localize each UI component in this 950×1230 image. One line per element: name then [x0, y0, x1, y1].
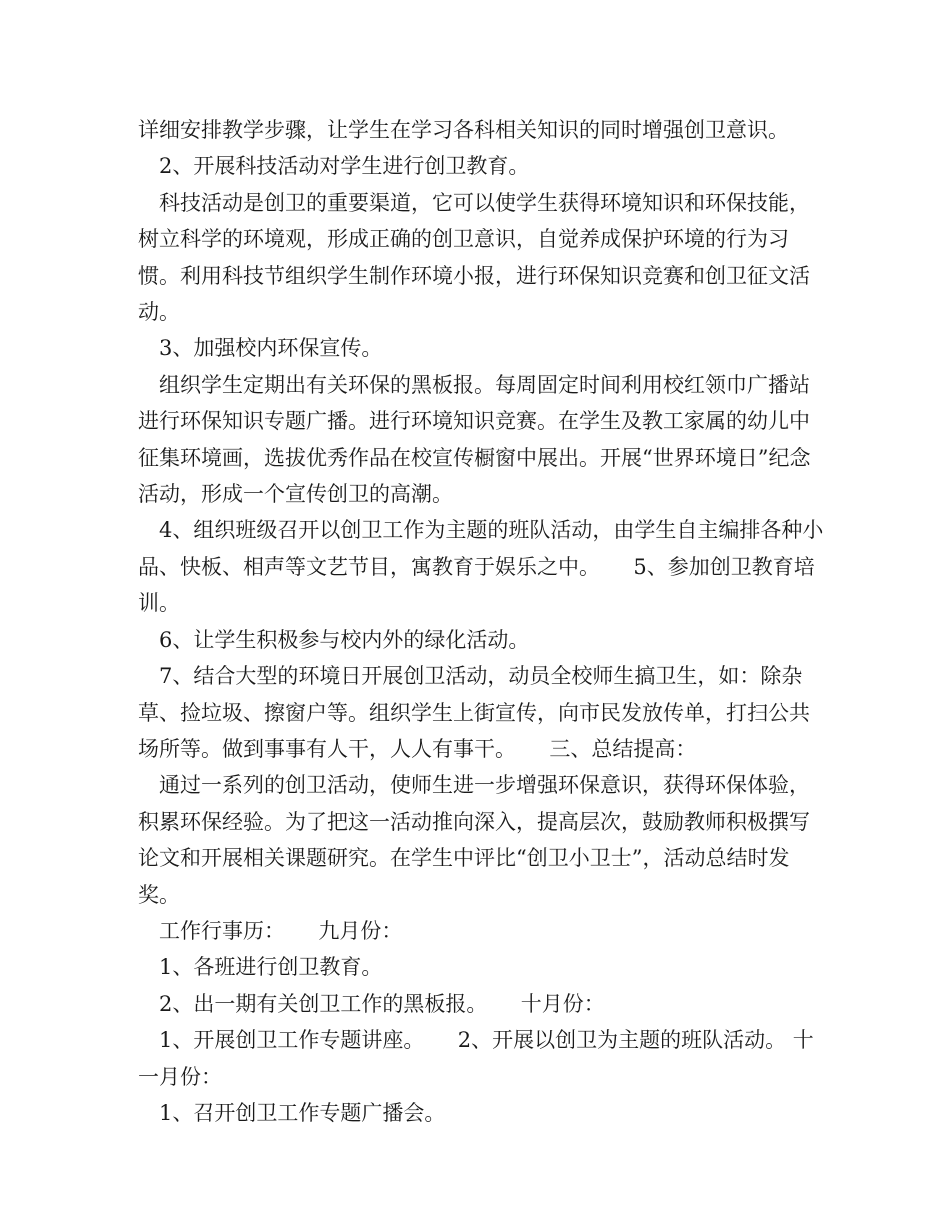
paragraph-publicity: 组织学生定期出有关环保的黑板报。每周固定时间利用校红领巾广播站进行环保知识专题广播。进行环境知识竞赛。在学生及教工家属的幼儿中征集环境画，选拔优秀作品在校宣传橱窗中展出。开展“世界环境日”纪念活动，形成一个宣传创卫的高潮。 — [138, 372, 811, 507]
paragraph-september-item-2: 2、出一期有关创卫工作的黑板报。 十月份： — [159, 991, 605, 1016]
document-body — [138, 112, 828, 1131]
paragraph-item-6: 6、让学生积极参与校内外的绿化活动。 — [159, 627, 530, 652]
paragraph-item-3-heading: 3、加强校内环保宣传。 — [159, 336, 383, 361]
paragraph-october-items: 1、开展创卫工作专题讲座。 2、开展以创卫为主题的班队活动。 十一月份： — [138, 1028, 814, 1089]
paragraph-summary: 通过一系列的创卫活动，使师生进一步增强环保意识，获得环保体验，积累环保经验。为了把这一活动推向深入，提高层次，鼓励教师积极撰写论文和开展相关课题研究。在学生中评比“创卫小卫士”，活动总结时发奖。 — [138, 773, 810, 907]
paragraph-continuation: 详细安排教学步骤，让学生在学习各科相关知识的同时增强创卫意识。 — [138, 118, 789, 142]
paragraph-item-7: 7、结合大型的环境日开展创卫活动，动员全校师生搞卫生，如：除杂草、捡垃圾、擦窗户等。组织学生上街宣传，向市民发放传单，打扫公共场所等。做到事事有人干，人人有事干。 三、总结提高： — [138, 664, 810, 761]
paragraph-november-item-1: 1、召开创卫工作专题广播会。 — [159, 1100, 446, 1125]
paragraph-schedule-heading: 工作行事历： 九月份： — [159, 918, 403, 943]
paragraph-science-activities: 科技活动是创卫的重要渠道，它可以使学生获得环境知识和环保技能，树立科学的环境观，形成正确的创卫意识，自觉养成保护环境的行为习惯。利用科技节组织学生制作环境小报，进行环保知识竞赛和创卫征文活动。 — [138, 190, 810, 325]
paragraph-september-item-1: 1、各班进行创卫教育。 — [159, 955, 383, 980]
paragraph-item-2-heading: 2、开展科技活动对学生进行创卫教育。 — [159, 154, 530, 179]
paragraph-item-4-5: 4、组织班级召开以创卫工作为主题的班队活动，由学生自主编排各种小品、快板、相声等文艺节目，寓教育于娱乐之中。 5、参加创卫教育培训。 — [138, 518, 824, 616]
